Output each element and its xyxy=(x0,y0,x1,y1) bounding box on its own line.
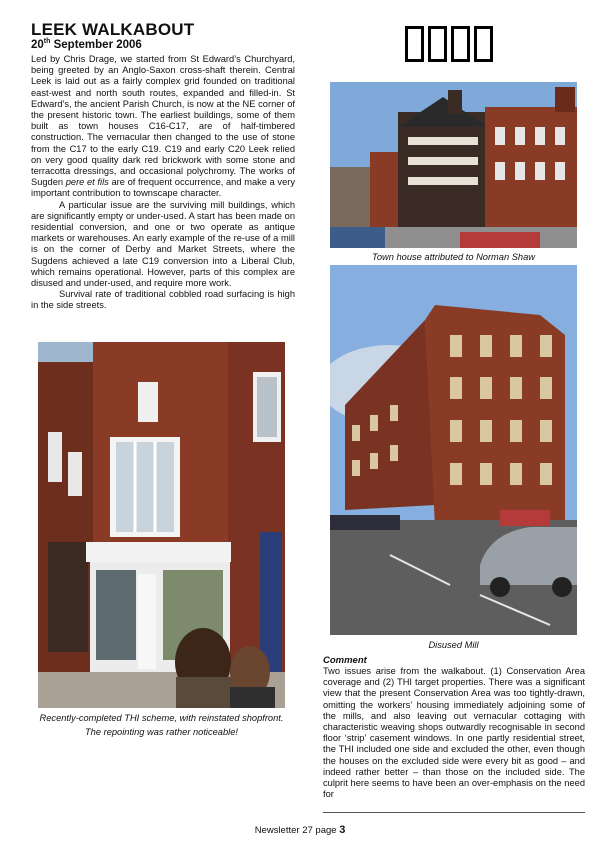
caption-townhouse: Town house attributed to Norman Shaw xyxy=(372,252,535,262)
townhouse-photo-drawing xyxy=(330,82,577,248)
photo-townhouse xyxy=(330,82,577,248)
caption-shopfront: Recently-completed THI scheme, with reinstated shopfront. The repointing was rather noticeable! xyxy=(39,713,284,737)
placeholder-glyph-icon xyxy=(428,26,447,62)
comment-heading: Comment xyxy=(323,655,367,666)
paragraph-1: Led by Chris Drage, we started from St Edward’s Churchyard, being greeted by an Anglo-Saxon cross-shaft therein. Central Leek is laid out as a fairly complex grid founded on traditional east-west and north south routes, expanded and filled-in. St Edward’s, the ancient Parish Church, is now at the NE corner of the present historic town. The earliest buildings, some of them built as town houses C16-C17, are of half-timbered construction. The vernacular then changed to the use of stone from the C17 to the early C19. C19 and early C20 Leek relied on very good quality dark red brickwork with some stone and terracotta dressings, and occasional polychromy. The works of Sugden pere et fils are of frequent occurrence, and make a very important contribution to townscape character. xyxy=(31,54,295,199)
photo-mill xyxy=(330,265,577,635)
paragraph-3: Survival rate of traditional cobbled road surfacing is high in the side streets. xyxy=(31,289,295,311)
placeholder-glyph-icon xyxy=(451,26,470,62)
mill-photo-drawing xyxy=(330,265,577,635)
placeholder-glyph-icon xyxy=(474,26,493,62)
page-footer: Newsletter 27 page 3 xyxy=(254,824,346,836)
missing-glyph-boxes xyxy=(405,26,493,62)
placeholder-glyph-icon xyxy=(405,26,424,62)
caption-mill: Disused Mill xyxy=(428,640,479,650)
paragraph-2: A particular issue are the surviving mill buildings, which are significantly empty or under-used. A start has been made on residential conversion, and one or two operate as antique markets or warehouses. An early example of the re-use of a mill is on the corner of Derby and Market Streets, where the Sugdens achieved a late C19 conversion into a Liberal Club, which remains operational. However, parts of this complex are disused and under-used, and require more work. xyxy=(31,199,295,289)
comment-text: Two issues arise from the walkabout. (1) Conservation Area coverage and (2) THI target properties. There was a significant view that the present Conservation Area was too tightly-drawn, omitting the workers’ housing immediately adjoining some of the mills, and also leaving out vernacular cottaging with characteristic weaving shops outwardly recognisable in second floor ‘strip’ casement windows. In one partly residential street, the THI included one side and excluded the other, even though the houses on the excluded side were every bit as good – and indeed rather better – than those on the included side. The culprit here seems to have been an over-emphasis on the need for xyxy=(323,666,585,800)
article-body xyxy=(31,54,295,312)
shopfront-photo-drawing xyxy=(38,342,285,708)
article-date: 20th September 2006 xyxy=(31,38,142,51)
photo-shopfront xyxy=(38,342,285,708)
footer-divider xyxy=(323,812,585,813)
article-title: LEEK WALKABOUT xyxy=(31,20,195,39)
